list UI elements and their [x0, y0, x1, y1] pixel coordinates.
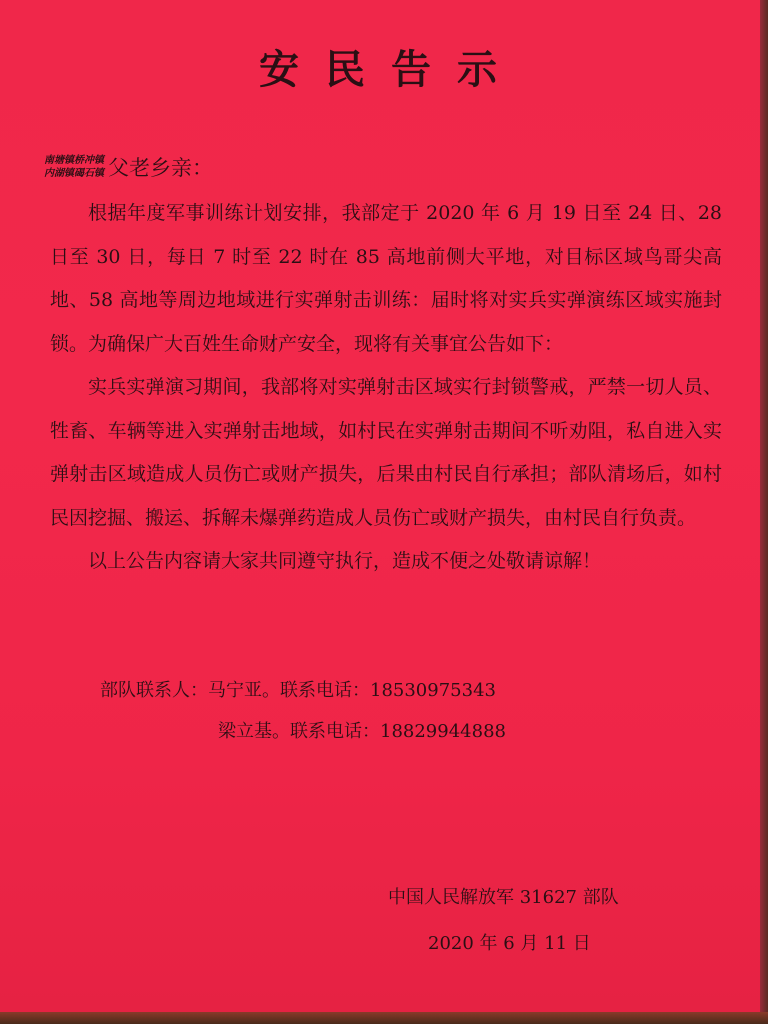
paragraph-schedule: 根据年度军事训练计划安排，我部定于 2020 年 6 月 19 日至 24 日、28 日至 30 日，每日 7 时至 22 时在 85 高地前侧大平地，对目标区域鸟哥尖高地、58 高地等周边地域进行实弹射击训练：届时将对实兵实弹演练区域实施封锁。为确保广大百姓生命财产安全，现将有关事宜公告如下：	[50, 202, 722, 355]
issuer-name: 中国人民解放军 31627 部队	[388, 887, 619, 908]
town-line-2: 内湖镇碣石镇	[44, 168, 104, 179]
table-edge-right	[760, 0, 768, 1024]
paragraph-restrictions: 实兵实弹演习期间，我部将对实弹射击区域实行封锁警戒，严禁一切人员、牲畜、车辆等进入实弹射击地域，如村民在实弹射击期间不听劝阻，私自进入实弹射击区域造成人员伤亡或财产损失，后果由村民自行承担；部队清场后，如村民因挖掘、搬运、拆解未爆弹药造成人员伤亡或财产损失，由村民自行负责。	[50, 376, 722, 529]
town-line-1: 南塘镇桥冲镇	[44, 155, 104, 166]
greeting: 父老乡亲：	[108, 156, 213, 180]
contact-secondary: 梁立基。联系电话：18829944888	[218, 721, 506, 742]
table-edge-bottom	[0, 1012, 768, 1024]
town-stamp	[44, 154, 104, 180]
salutation	[44, 152, 213, 182]
issue-date: 2020 年 6 月 11 日	[428, 933, 591, 954]
paragraph-closing: 以上公告内容请大家共同遵守执行，造成不便之处敬请谅解！	[88, 550, 602, 572]
notice-title: 安民告示	[259, 46, 523, 93]
notice-body	[50, 192, 722, 584]
contact-primary: 部队联系人：马宁亚。联系电话：18530975343	[100, 680, 496, 701]
